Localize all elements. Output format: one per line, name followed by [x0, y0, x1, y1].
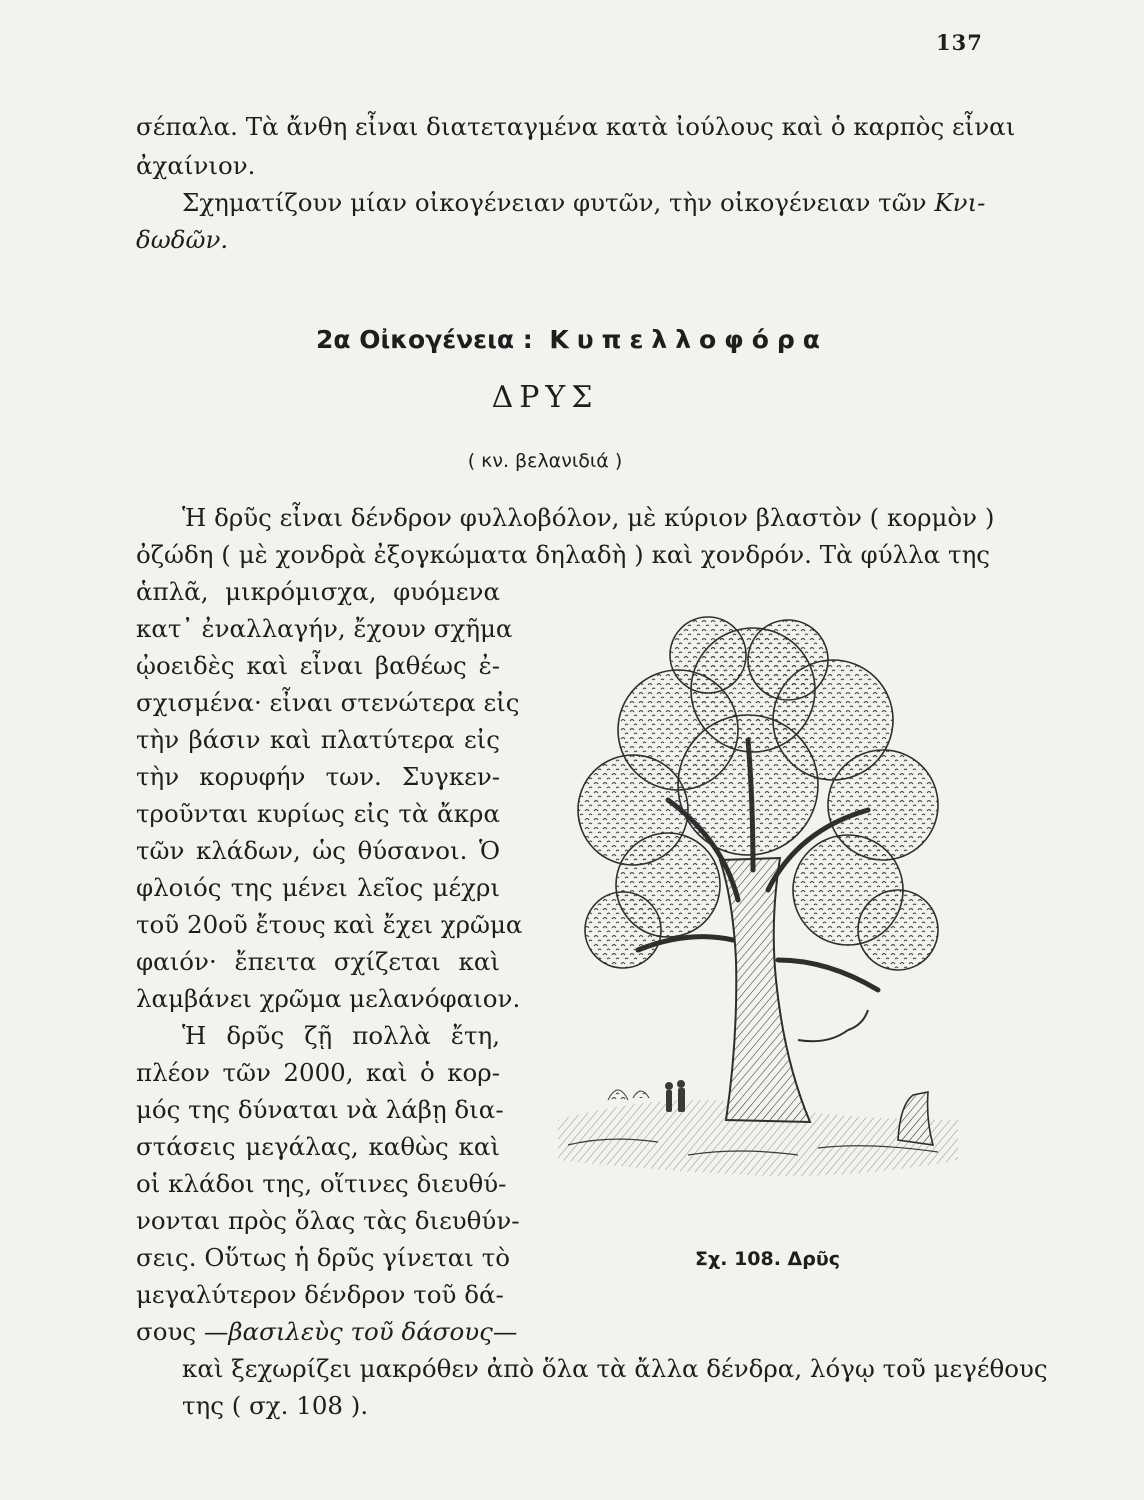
text-line: λαμβάνει χρῶμα μελανόφαιον. [136, 984, 521, 1013]
section-subtitle: ( κν. βελανιδιά ) [467, 450, 623, 472]
text-line: σχισμένα· εἶναι στενώτερα εἰς [136, 688, 520, 717]
figure-caption: Σχ. 108. Δρῦς [695, 1248, 840, 1270]
section-title: ΔΡΥΣ [491, 380, 599, 415]
text-line [136, 225, 228, 255]
text-line: μός της δύναται νὰ λάβῃ δια- [136, 1095, 504, 1124]
text-line: τῶν κλάδων, ὡς θύσανοι. Ὁ [136, 836, 500, 865]
text-line: καὶ ξεχωρίζει μακρόθεν ἀπὸ ὅλα τὰ ἄλλα δένδρα, λόγῳ τοῦ μεγέθους [182, 1354, 1048, 1383]
text-line: οἱ κλάδοι της, οἵτινες διευθύ- [136, 1169, 507, 1198]
family-heading [0, 325, 1144, 354]
text-line [182, 188, 986, 218]
text-line: ᾠοειδὲς καὶ εἶναι βαθέως ἐ- [136, 651, 500, 680]
page-number: 137 [936, 30, 983, 55]
text-line: φλοιός της μένει λεῖος μέχρι [136, 873, 500, 902]
text-line-part: σους [136, 1317, 204, 1346]
text-line: Ἡ δρῦς εἶναι δένδρον φυλλοβόλον, μὲ κύριον βλαστὸν ( κορμὸν ) [182, 503, 995, 532]
family-label: 2α Οἰκογένεια : [315, 325, 533, 354]
text-line: κατ᾽ ἐναλλαγήν, ἔχουν σχῆμα [136, 614, 513, 643]
text-line: φαιόν· ἔπειτα σχίζεται καὶ [136, 947, 500, 976]
text-line: μεγαλύτερον δένδρον τοῦ δά- [136, 1280, 504, 1309]
text-line: τὴν βάσιν καὶ πλατύτερα εἰς [136, 725, 500, 754]
text-line-part: Σχηματίζουν μίαν οἰκογένειαν φυτῶν, τὴν οἰκογένειαν τῶν [182, 188, 927, 217]
text-line: τοῦ 20οῦ ἔτους καὶ ἔχει χρῶμα [136, 910, 523, 939]
tree-stump [898, 1092, 933, 1145]
text-line: τὴν κορυφήν των. Συγκεν- [136, 762, 500, 791]
italic-word: Κνι- [934, 188, 986, 217]
family-name: Κυπελλοφόρα [549, 325, 828, 354]
text-line: Ἡ δρῦς ζῇ πολλὰ ἔτη, [182, 1021, 500, 1050]
text-line: της ( σχ. 108 ). [182, 1391, 369, 1420]
text-line: στάσεις μεγάλας, καθὼς καὶ [136, 1132, 500, 1161]
text-line: ὀζώδη ( μὲ χονδρὰ ἐξογκώματα δηλαδὴ ) καὶ χονδρόν. Τὰ φύλλα της [136, 540, 990, 569]
text-line [136, 1317, 517, 1347]
text-line: ἀχαίνιον. [136, 151, 256, 180]
oak-tree-illustration [548, 600, 968, 1200]
text-line: σεις. Οὕτως ἡ δρῦς γίνεται τὸ [136, 1243, 510, 1272]
text-line: σέπαλα. Τὰ ἄνθη εἶναι διατεταγμένα κατὰ ἰούλους καὶ ὁ καρπὸς εἶναι [136, 112, 1016, 141]
italic-word: δωδῶν. [136, 225, 229, 254]
text-line: τροῦνται κυρίως εἰς τὰ ἄκρα [136, 799, 500, 828]
text-line: ἁπλᾶ, μικρόμισχα, φυόμενα [136, 577, 500, 606]
text-line: νονται πρὸς ὅλας τὰς διευθύν- [136, 1206, 520, 1235]
italic-phrase: —βασιλεὺς τοῦ δάσους— [203, 1317, 518, 1346]
text-line: πλέον τῶν 2000, καὶ ὁ κορ- [136, 1058, 500, 1087]
